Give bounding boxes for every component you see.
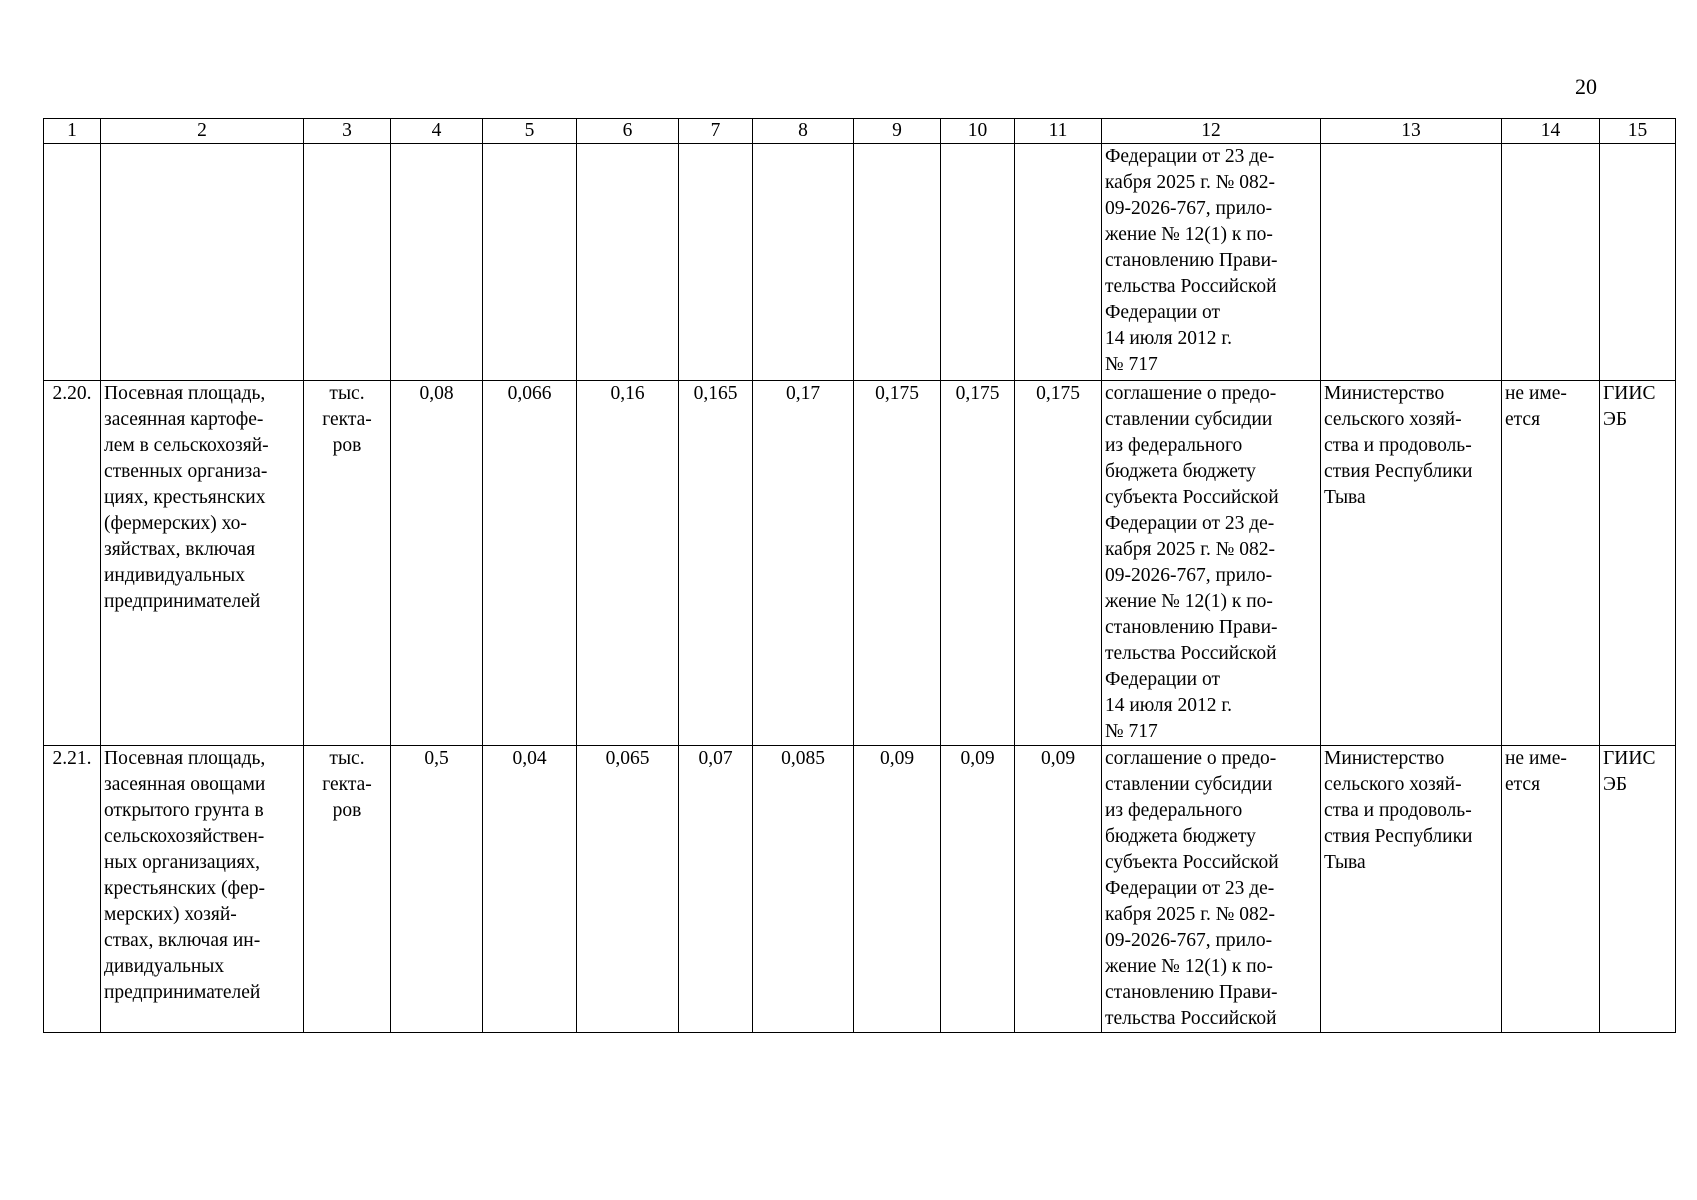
table-cell (1502, 144, 1600, 381)
value-cell: 0,07 (679, 746, 753, 1033)
header-cell: 4 (391, 119, 483, 144)
table-cell (483, 144, 577, 381)
table-cell (753, 144, 854, 381)
value-cell: 0,065 (577, 746, 679, 1033)
row-number: 2.21. (44, 746, 101, 1033)
header-cell: 14 (1502, 119, 1600, 144)
page-number: 20 (1575, 74, 1597, 99)
header-cell: 9 (854, 119, 941, 144)
header-cell: 5 (483, 119, 577, 144)
table-cell (304, 144, 391, 381)
header-cell: 6 (577, 119, 679, 144)
value-cell: 0,175 (854, 381, 941, 746)
value-cell: 0,08 (391, 381, 483, 746)
value-cell: 0,09 (854, 746, 941, 1033)
header-row (44, 119, 1676, 144)
header-cell: 15 (1600, 119, 1676, 144)
value-cell: 0,16 (577, 381, 679, 746)
indicator-name: Посевная площадь, засеянная картофе- лем в сельскохозяй- ственных организа- циях, крестьянских (фермерских) хо- зяйствах, включая индивидуальных предпринимателей (101, 381, 304, 746)
table-cell (391, 144, 483, 381)
table-row (44, 381, 1676, 746)
table-cell (44, 144, 101, 381)
responsible-cell: Министерство сельского хозяй- ства и продоволь- ствия Республики Тыва (1321, 381, 1502, 746)
col15-cell: ГИИС ЭБ (1600, 746, 1676, 1033)
table-cell (101, 144, 304, 381)
table-cell (1015, 144, 1102, 381)
header-cell: 3 (304, 119, 391, 144)
header-cell: 13 (1321, 119, 1502, 144)
table-cell (679, 144, 753, 381)
indicator-name: Посевная площадь, засеянная овощами открытого грунта в сельскохозяйствен- ных организациях, крестьянских (фер- мерских) хозяй- ствах, включая ин- дивидуальных предпринимателей (101, 746, 304, 1033)
table-row-continuation (44, 144, 1676, 381)
header-cell: 7 (679, 119, 753, 144)
basis-cell: соглашение о предо- ставлении субсидии из федерального бюджета бюджету субъекта Российской Федерации от 23 де- кабря 2025 г. № 082- 09-2026-767, прило- жение № 12(1) к по- становлению Прави- тельства Российской (1102, 746, 1321, 1033)
unit-cell: тыс. гекта- ров (304, 746, 391, 1033)
table-cell (1600, 144, 1676, 381)
value-cell: 0,04 (483, 746, 577, 1033)
value-cell: 0,17 (753, 381, 854, 746)
value-cell: 0,175 (1015, 381, 1102, 746)
value-cell: 0,085 (753, 746, 854, 1033)
header-cell: 11 (1015, 119, 1102, 144)
header-cell: 12 (1102, 119, 1321, 144)
unit-cell: тыс. гекта- ров (304, 381, 391, 746)
row-number: 2.20. (44, 381, 101, 746)
table-row (44, 746, 1676, 1033)
col14-cell: не име- ется (1502, 746, 1600, 1033)
value-cell: 0,175 (941, 381, 1015, 746)
header-cell: 2 (101, 119, 304, 144)
header-cell: 1 (44, 119, 101, 144)
header-cell: 10 (941, 119, 1015, 144)
table-cell (941, 144, 1015, 381)
col14-cell: не име- ется (1502, 381, 1600, 746)
basis-cell: соглашение о предо- ставлении субсидии из федерального бюджета бюджету субъекта Российской Федерации от 23 де- кабря 2025 г. № 082- 09-2026-767, прило- жение № 12(1) к по- становлению Прави- тельства Российской Федерации от 14 июля 2012 г. № 717 (1102, 381, 1321, 746)
value-cell: 0,09 (1015, 746, 1102, 1033)
indicators-table (43, 118, 1676, 1033)
basis-cell: Федерации от 23 де- кабря 2025 г. № 082- 09-2026-767, прило- жение № 12(1) к по- становлению Прави- тельства Российской Федерации от 14 июля 2012 г. № 717 (1102, 144, 1321, 381)
value-cell: 0,066 (483, 381, 577, 746)
responsible-cell: Министерство сельского хозяй- ства и продоволь- ствия Республики Тыва (1321, 746, 1502, 1033)
value-cell: 0,165 (679, 381, 753, 746)
value-cell: 0,09 (941, 746, 1015, 1033)
col15-cell: ГИИС ЭБ (1600, 381, 1676, 746)
value-cell: 0,5 (391, 746, 483, 1033)
header-cell: 8 (753, 119, 854, 144)
table-cell (577, 144, 679, 381)
table-cell (1321, 144, 1502, 381)
table-cell (854, 144, 941, 381)
